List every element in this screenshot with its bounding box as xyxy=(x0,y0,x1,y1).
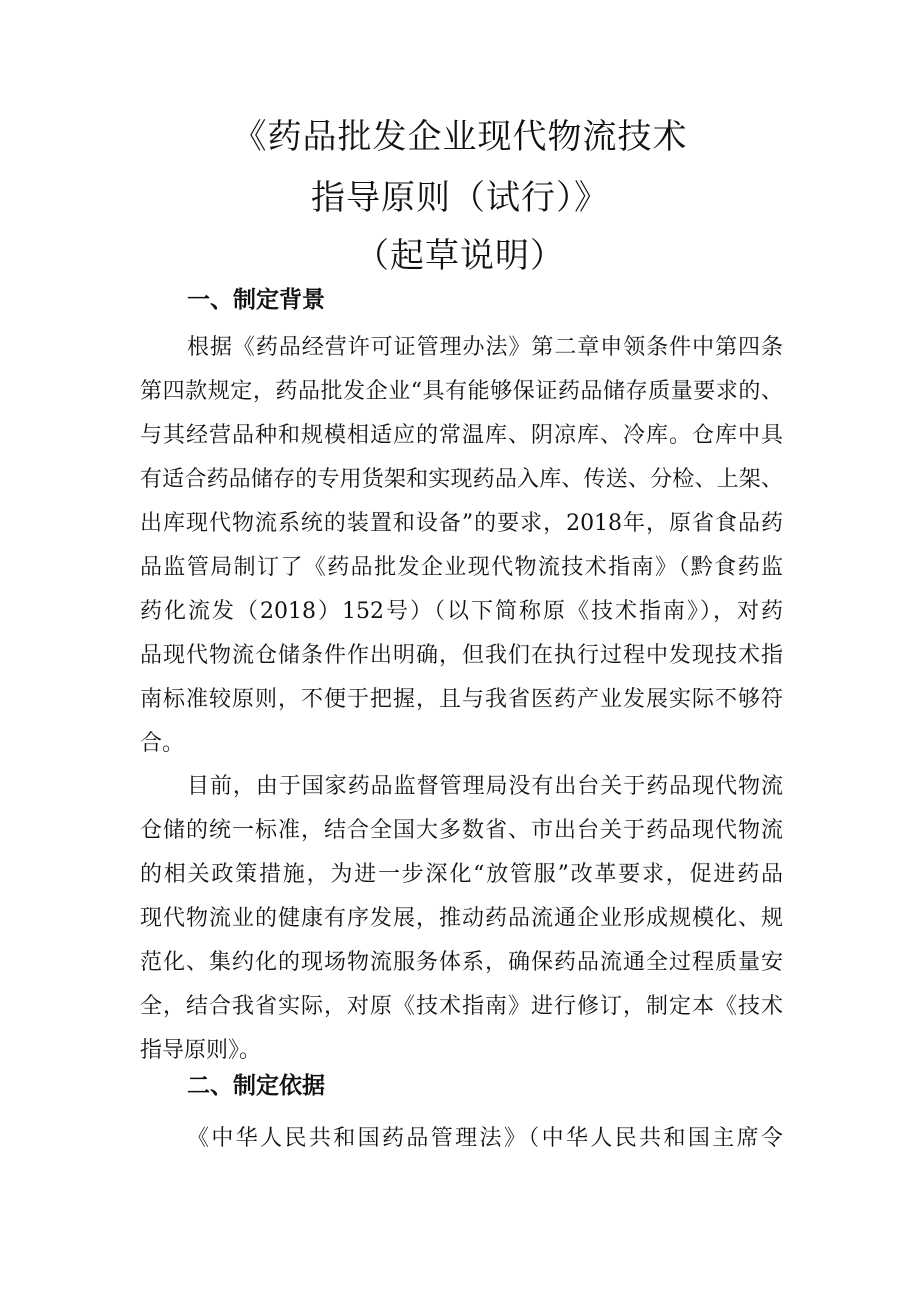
paragraph-line: 药化流发（2018）152号）（以下简称原《技术指南》），对药 xyxy=(140,599,783,624)
paragraph-line: 《中华人民共和国药品管理法》（中华人民共和国主席令 xyxy=(187,1126,783,1151)
paragraph-line: 出库现代物流系统的装置和设备”的要求，2018年，原省食品药 xyxy=(140,511,783,536)
paragraph-line: 范化、集约化的现场物流服务体系，确保药品流通全过程质量安 xyxy=(140,950,783,975)
paragraph-line: 有适合药品储存的专用货架和实现药品入库、传送、分检、上架、 xyxy=(140,467,783,492)
section-heading-background: 一、制定背景 xyxy=(187,287,325,313)
paragraph-line: 指导原则》。 xyxy=(140,1038,262,1063)
paragraph-line: 全，结合我省实际，对原《技术指南》进行修订，制定本《技术 xyxy=(140,994,783,1019)
paragraph-line: 合。 xyxy=(140,731,185,756)
document-title-line-2: 指导原则（试行）》 xyxy=(311,178,609,218)
paragraph-line: 根据《药品经营许可证管理办法》第二章申领条件中第四条 xyxy=(187,335,783,360)
paragraph-line: 第四款规定，药品批发企业“具有能够保证药品储存质量要求的、 xyxy=(140,379,783,404)
paragraph-line: 与其经营品种和规模相适应的常温库、阴凉库、冷库。仓库中具 xyxy=(140,423,783,448)
document-subtitle: （起草说明） xyxy=(355,236,565,276)
paragraph-line: 品现代物流仓储条件作出明确，但我们在执行过程中发现技术指 xyxy=(140,643,783,668)
paragraph-line: 品监管局制订了《药品批发企业现代物流技术指南》（黔食药监 xyxy=(140,555,783,580)
section-heading-basis: 二、制定依据 xyxy=(187,1073,325,1099)
document-title-line-1: 《药品批发企业现代物流技术 xyxy=(232,117,688,157)
paragraph-line: 南标准较原则，不便于把握，且与我省医药产业发展实际不够符 xyxy=(140,687,783,712)
paragraph-line: 目前，由于国家药品监督管理局没有出台关于药品现代物流 xyxy=(187,774,783,799)
paragraph-line: 现代物流业的健康有序发展，推动药品流通企业形成规模化、规 xyxy=(140,906,783,931)
paragraph-line: 的相关政策措施，为进一步深化“放管服”改革要求，促进药品 xyxy=(140,862,783,887)
paragraph-line: 仓储的统一标准，结合全国大多数省、市出台关于药品现代物流 xyxy=(140,818,783,843)
